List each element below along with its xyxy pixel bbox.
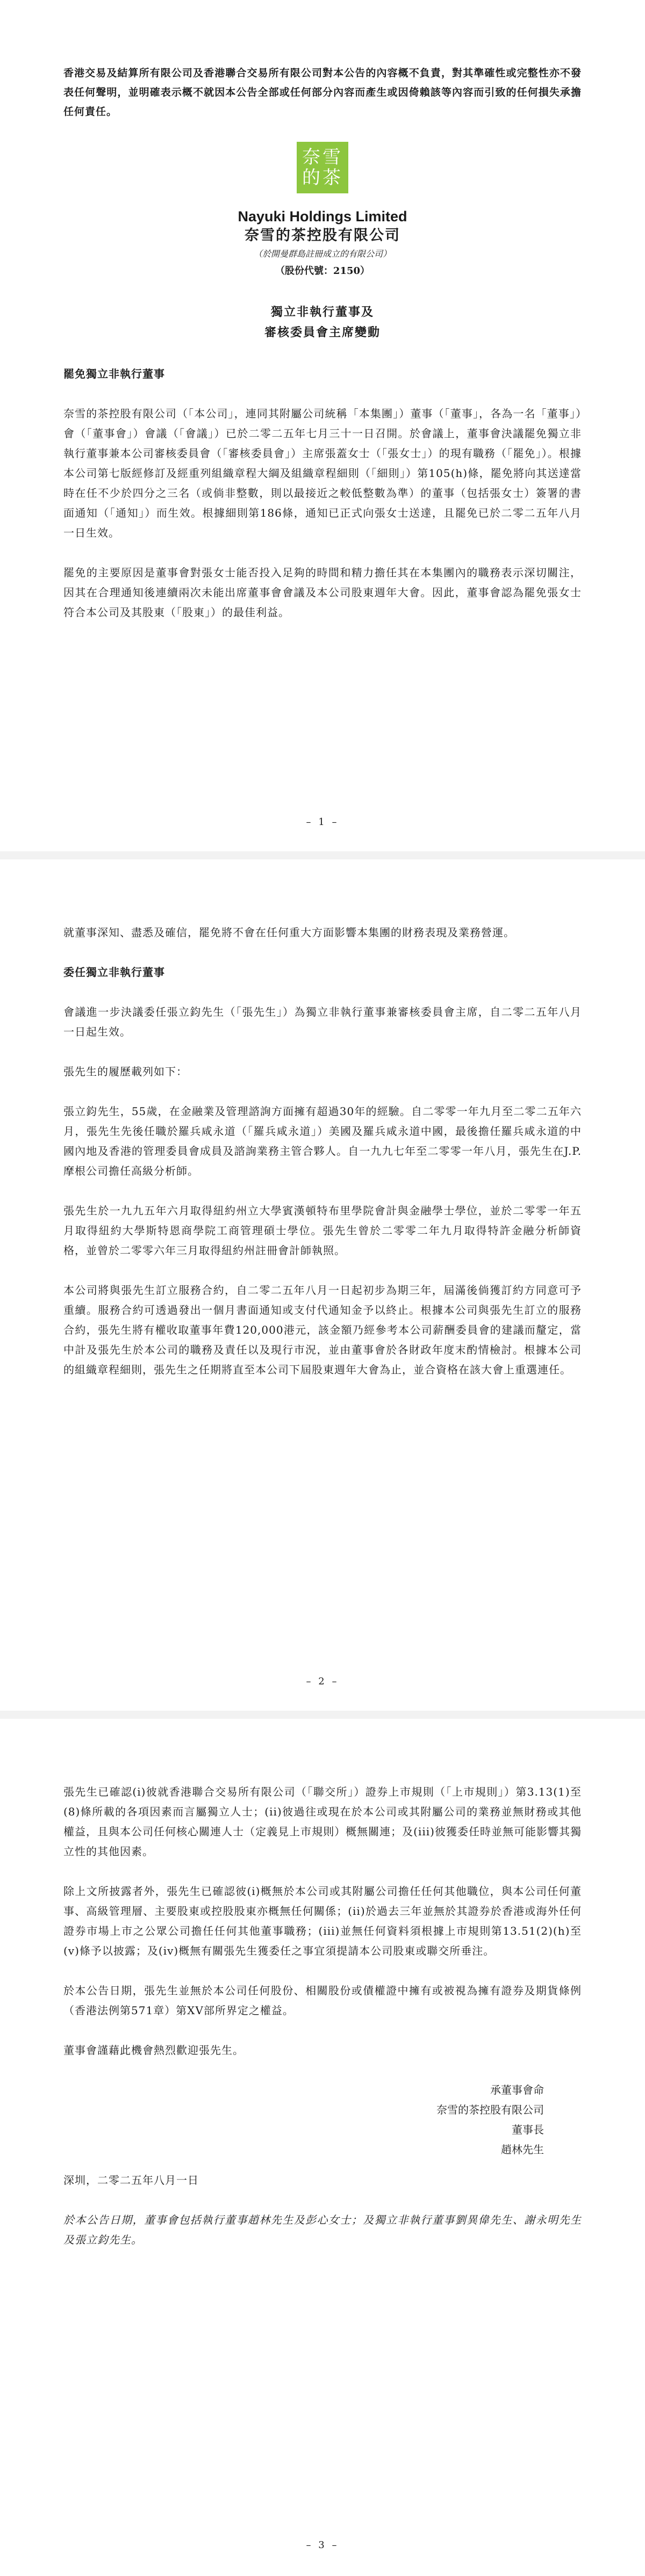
paragraph-service-contract: 本公司將與張先生訂立服務合約，自二零二五年八月一日起初步為期三年，屆滿後倘獲訂約方同意可予重續。服務合約可透過發出一個月書面通知或支付代通知金予以終止。根據本公司與張先生訂立的服務合約，張先生將有權收取董事年費120,000港元，該金額乃經參考本公司薪酬委員會的建議而釐定，當中計及張先生於本公司的職務及責任以及現行市況，並由董事會於各財政年度末酌情檢討。根據本公司的組織章程細則，張先生之任期將直至本公司下屆股東週年大會為止，並合資格在該大會上重選連任。 bbox=[63, 1284, 582, 1376]
section-heading-removal: 罷免獨立非執行董事 bbox=[63, 367, 165, 380]
paragraph-bio-experience: 張立鈞先生，55歲，在金融業及管理諮詢方面擁有超過30年的經驗。自二零零一年九月至二零二五年六月，張先生先後任職於羅兵咸永道（「羅兵咸永道」）美國及羅兵咸永道中國，最後擔任羅兵咸永道的中國內地及香港的管理委員會成員及諮詢業務主管合夥人。自一九九七年至二零零一年八月，張先生在J.P.摩根公司擔任高級分析師。 bbox=[63, 1105, 582, 1177]
paragraph-welcome: 董事會謹藉此機會熱烈歡迎張先生。 bbox=[63, 2044, 244, 2057]
document-page-1 bbox=[0, 0, 645, 851]
date-line: 深圳，二零二五年八月一日 bbox=[63, 2174, 199, 2187]
logo-text-line1: 奈雪 bbox=[302, 147, 343, 168]
signature-line-4: 趙林先生 bbox=[501, 2143, 544, 2156]
signature-line-1: 承董事會命 bbox=[490, 2083, 544, 2096]
paragraph-interests: 於本公告日期，張先生並無於本公司任何股份、相關股份或債權證中擁有或被視為擁有證券及期貨條例（香港法例第571章）第XV部所界定之權益。 bbox=[63, 1984, 582, 2017]
incorporation-note: （於開曼群島註冊成立的有限公司） bbox=[253, 249, 391, 259]
paragraph-bio-intro: 張先生的履歷載列如下： bbox=[63, 1065, 188, 1078]
section-heading-appointment: 委任獨立非執行董事 bbox=[63, 966, 165, 979]
paragraph-appointment: 會議進一步決議委任張立鈞先生（「張先生」）為獨立非執行董事兼審核委員會主席，自二零二五年八月一日起生效。 bbox=[63, 1005, 582, 1038]
signature-block bbox=[63, 2080, 582, 2160]
paragraph-impact: 就董事深知、盡悉及確信，罷免將不會在任何重大方面影響本集團的財務表現及業務營運。 bbox=[63, 926, 515, 939]
disclaimer-text: 香港交易及結算所有限公司及香港聯合交易所有限公司對本公告的內容概不負責，對其準確性或完整性亦不發表任何聲明，並明確表示概不就因本公告全部或任何部分內容而產生或因倚賴該等內容而引致的任何損失承擔任何責任。 bbox=[63, 67, 582, 118]
logo-text-line2: 的茶 bbox=[302, 167, 343, 189]
signature-line-2: 奈雪的茶控股有限公司 bbox=[436, 2103, 544, 2116]
stock-code: （股份代號：2150） bbox=[275, 265, 370, 277]
page-number: – 2 – bbox=[306, 1676, 339, 1687]
title-line-1: 獨立非執行董事及 bbox=[270, 305, 374, 319]
paragraph-disclosures: 除上文所披露者外，張先生已確認彼(i)概無於本公司或其附屬公司擔任任何其他職位，與本公司任何董事、高級管理層、主要股東或控股股東亦概無任何關係；(ii)於過去三年並無於其證券於香港或海外任何證券市場上市之公眾公司擔任任何其他董事職務；(iii)並無任何資料須根據上市規則第13.51(2)(h)至(v)條予以披露；及(iv)概無有關張先生獲委任之事宜須提請本公司股東或聯交所垂注。 bbox=[63, 1885, 582, 1957]
page-number: – 1 – bbox=[306, 816, 339, 828]
page-number: – 3 – bbox=[306, 2539, 339, 2551]
board-composition-note: 於本公告日期，董事會包括執行董事趙林先生及彭心女士；及獨立非執行董事劉異偉先生、謝永明先生及張立鈞先生。 bbox=[63, 2213, 582, 2246]
paragraph-bio-education: 張先生於一九九五年六月取得紐約州立大學賓漢頓特布里學院會計與金融學士學位，並於二零零一年五月取得紐約大學斯特恩商學院工商管理碩士學位。張先生曾於二零零二年九月取得特許金融分析師資格，並曾於二零零六年三月取得紐約州註冊會計師執照。 bbox=[63, 1204, 582, 1257]
document-page-3 bbox=[0, 1719, 645, 2576]
paragraph-independence: 張先生已確認(i)彼就香港聯合交易所有限公司（「聯交所」）證券上市規則（「上市規則」）第3.13(1)至(8)條所載的各項因素而言屬獨立人士；(ii)彼過往或現在於本公司或其附屬公司的業務並無財務或其他權益，且與本公司任何核心關連人士（定義見上市規則）概無關連；及(iii)彼獲委任時並無可能影響其獨立性的其他因素。 bbox=[63, 1785, 582, 1858]
paragraph-removal-details: 奈雪的茶控股有限公司（「本公司」，連同其附屬公司統稱「本集團」）董事（「董事」，各為一名「董事」）會（「董事會」）會議（「會議」）已於二零二五年七月三十一日召開。於會議上，董事會決議罷免獨立非執行董事兼本公司審核委員會（「審核委員會」）主席張蓋女士（「張女士」）的現有職務（「罷免」）。根據本公司第七版經修訂及經重列組織章程大綱及組織章程細則（「細則」）第105(h)條，罷免將向其送達當時在任不少於四分之三名（或倘非整數，則以最接近之較低整數為準）的董事（包括張女士）簽署的書面通知（「通知」）而生效。根據細則第186條，通知已正式向張女士送達，且罷免已於二零二五年八月一日生效。 bbox=[63, 407, 582, 539]
title-line-2: 審核委員會主席變動 bbox=[264, 325, 381, 339]
company-logo bbox=[297, 142, 348, 193]
announcement-title bbox=[63, 302, 582, 343]
paragraph-removal-reason: 罷免的主要原因是董事會對張女士能否投入足夠的時間和精力擔任其在本集團內的職務表示深切關注，因其在合理通知後連續兩次未能出席董事會會議及本公司股東週年大會。因此，董事會認為罷免張女士符合本公司及其股東（「股東」）的最佳利益。 bbox=[63, 566, 582, 619]
logo-container bbox=[63, 142, 582, 193]
document-page-2 bbox=[0, 859, 645, 1711]
signature-line-3: 董事長 bbox=[512, 2123, 544, 2136]
company-name-chinese: 奈雪的茶控股有限公司 bbox=[245, 227, 400, 244]
company-name-english: Nayuki Holdings Limited bbox=[238, 208, 407, 225]
